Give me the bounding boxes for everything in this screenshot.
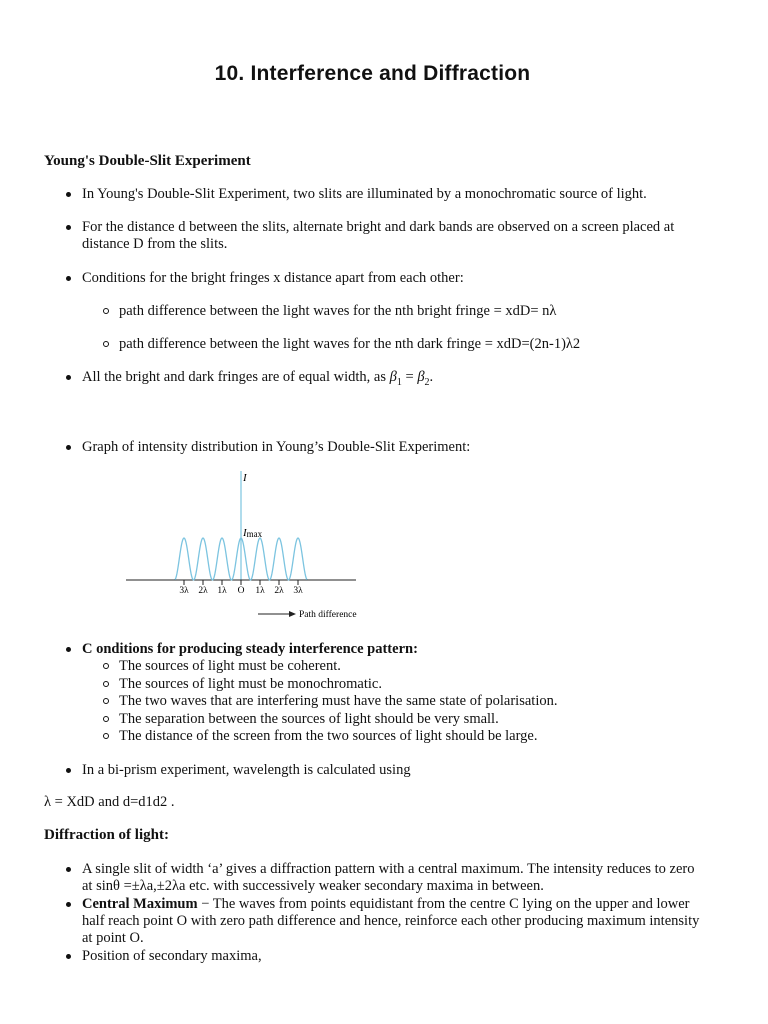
condition-item: The sources of light must be coherent. [119,658,341,674]
bullet-secondary-maxima: Position of secondary maxima, [82,948,262,964]
x-tick-label: O [237,586,245,596]
x-tick-label: 3λ [293,586,303,596]
sub-bullet-bright-fringe: path difference between the light waves for the nth bright fringe = xdD= nλ [119,303,557,319]
sub-bullet-dark-fringe: path difference between the light waves for the nth dark fringe = xdD=(2n-1)λ2 [119,336,581,352]
tick-group [179,580,303,596]
section-heading-young: Young's Double-Slit Experiment [44,153,251,169]
bullet-biprism: In a bi-prism experiment, wavelength is calculated using [82,762,411,778]
central-maximum-line2: half reach point O with zero path difference and hence, reinforce each other producing maximum intensity [82,913,700,929]
bullet-single-slit [82,861,694,895]
condition-item: The distance of the screen from the two sources of light should be large. [119,728,538,744]
bullet-conditions-bright: Conditions for the bright fringes x distance apart from each other: [82,270,464,286]
x-tick-label: 1λ [217,586,227,596]
condition-item: The sources of light must be monochromatic. [119,676,382,692]
x-tick-label: 3λ [179,586,189,596]
page-title: 10. Interference and Diffraction [214,62,531,85]
section-heading-diffraction: Diffraction of light: [44,827,169,843]
central-maximum-term: Central Maximum [82,896,198,912]
bullet-bands-line1: For the distance d between the slits, alternate bright and dark bands are observed on a screen placed at [82,219,675,235]
max-label: Imax [243,527,263,539]
x-tick-label: 2λ [274,586,284,596]
single-slit-line1: A single slit of width ‘a’ gives a diffraction pattern with a central maximum. The intensity reduces to zero [82,861,695,877]
bullet-conditions-steady: C onditions for producing steady interference pattern: [82,641,418,657]
bullet-equal-width: All the bright and dark fringes are of equal width, as $\beta_1 = \beta_2$. [82,369,433,391]
condition-item: The separation between the sources of light should be very small. [119,711,499,727]
bullet-slits-illuminated: In Young's Double-Slit Experiment, two slits are illuminated by a monochromatic source of light. [82,186,647,202]
bullet-bands-line2: distance D from the slits. [82,236,228,252]
x-axis-label: Path difference [299,610,357,620]
bullet-bands [82,219,674,253]
y-axis-label: I [243,472,247,484]
bullet-central-maximum [82,896,699,947]
single-slit-line2: at sinθ =±λa,±2λa etc. with successively weaker secondary maxima in between. [82,878,544,894]
condition-item: The two waves that are interfering must have the same state of polarisation. [119,693,558,709]
x-tick-label: 2λ [198,586,208,596]
central-maximum-line3: at point O. [82,930,144,946]
path-diff-arrow-head [289,611,296,617]
central-maximum-line1: − The waves from points equidistant from the centre C lying on the upper and lower [197,896,690,912]
x-tick-label: 1λ [255,586,265,596]
bullet-graph-intro: Graph of intensity distribution in Young’s Double-Slit Experiment: [82,439,471,455]
biprism-formula: λ = XdD and d=d1d2 . [44,794,175,810]
intensity-graph [120,468,380,628]
